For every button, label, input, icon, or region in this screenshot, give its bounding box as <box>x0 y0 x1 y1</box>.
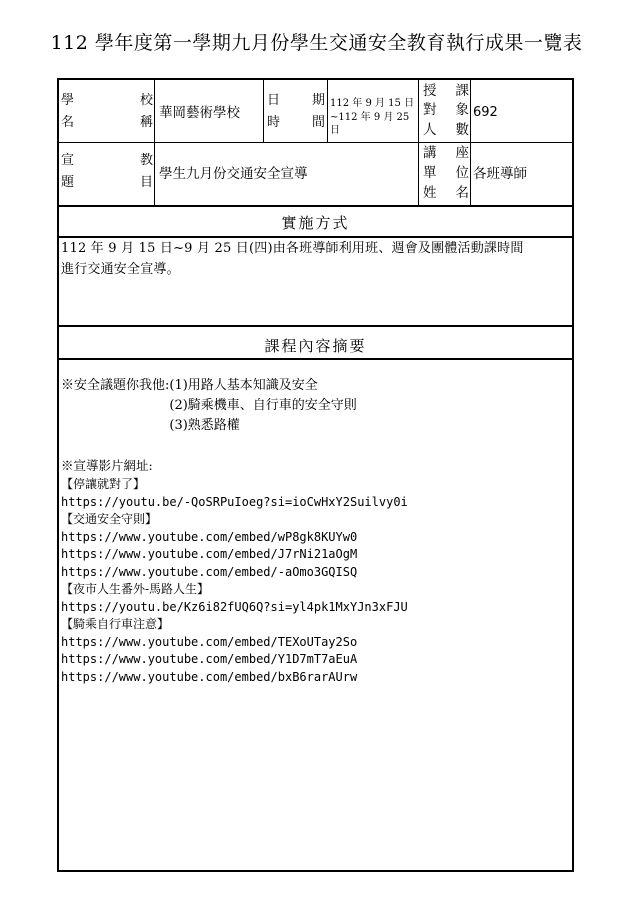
audience-label-char: 課 <box>455 83 469 99</box>
date-label-char: 時 <box>267 115 281 130</box>
topic-items <box>169 376 356 436</box>
implementation-line: 112 年 9 月 15 日~9 月 25 日(四)由各班導師利用班、週會及團體活動課時間 <box>61 241 524 256</box>
row-divider <box>59 205 572 207</box>
audience-label-char: 象 <box>455 102 469 119</box>
speaker-label <box>423 144 469 204</box>
video-link[interactable]: https://www.youtube.com/embed/Y1D7mT7aEuA <box>61 652 358 666</box>
topic-label <box>61 152 153 196</box>
video-link[interactable]: https://www.youtube.com/embed/-aOmo3GQISQ <box>61 564 358 579</box>
school-label <box>61 92 153 136</box>
video-group-title: 【騎乘自行車注意】 <box>61 617 170 631</box>
video-group-title: 【夜市人生番外-馬路人生】 <box>61 582 210 596</box>
row-divider <box>59 358 572 360</box>
video-link[interactable]: https://www.youtube.com/embed/wP8gk8KUYw0 <box>61 529 358 544</box>
school-label-char: 學 <box>61 93 75 108</box>
topic-list <box>61 376 566 436</box>
video-group <box>61 476 566 686</box>
audience-label-char: 授 <box>423 83 437 99</box>
date-end: ~112 年 9 月 25 日 <box>330 111 410 136</box>
speaker-value: 各班導師 <box>473 166 527 182</box>
summary-heading: 課程內容摘要 <box>264 337 367 355</box>
topic-item: (2)騎乘機車、自行車的安全守則 <box>169 398 357 413</box>
audience-label <box>423 82 469 140</box>
audience-label-char: 人 <box>423 121 437 138</box>
date-label-char: 期 <box>311 93 325 108</box>
video-link[interactable]: https://www.youtube.com/embed/J7rNi21aOgM <box>61 547 358 561</box>
speaker-label-char: 座 <box>455 145 469 161</box>
school-label-char: 校 <box>139 93 153 108</box>
date-label <box>267 92 325 136</box>
implementation-line: 進行交通安全宣導。 <box>61 261 180 277</box>
video-link[interactable]: https://www.youtube.com/embed/bxB6rarAUrw <box>61 669 358 684</box>
audience-label-char: 對 <box>423 102 437 119</box>
topic-label-char: 目 <box>139 175 153 190</box>
summary-content <box>61 376 566 686</box>
speaker-label-char: 名 <box>455 185 469 201</box>
video-group-title: 【停讓就對了】 <box>61 477 146 491</box>
speaker-label-char: 講 <box>423 145 437 161</box>
topic-label-char: 題 <box>61 175 75 190</box>
implementation-heading: 實施方式 <box>281 214 350 232</box>
video-link[interactable]: https://youtu.be/Kz6i82fUQ6Q?si=yl4pk1MxYJn3xFJU <box>61 599 408 614</box>
speaker-label-char: 單 <box>423 165 437 181</box>
divider <box>154 80 155 206</box>
topic-item: (3)熟悉路權 <box>169 418 240 433</box>
topic-label-char: 教 <box>139 153 153 168</box>
topic-prefix: ※安全議題你我他: <box>61 378 170 393</box>
divider <box>470 80 471 206</box>
divider <box>418 80 419 206</box>
audience-label-char: 數 <box>455 121 469 138</box>
school-label-char: 稱 <box>139 115 153 130</box>
topic-label-char: 宣 <box>61 153 75 168</box>
implementation-text <box>61 239 571 281</box>
date-label-char: 日 <box>267 93 281 108</box>
video-group-title: 【交通安全守則】 <box>61 512 158 526</box>
form-table <box>59 80 572 870</box>
speaker-label-char: 姓 <box>423 185 437 201</box>
divider <box>263 80 264 142</box>
divider <box>327 80 328 142</box>
topic-value: 學生九月份交通安全宣導 <box>159 166 308 182</box>
videos-label: ※宣導影片網址: <box>61 458 153 473</box>
row-divider <box>59 325 572 327</box>
school-label-char: 名 <box>61 115 75 130</box>
speaker-label-char: 位 <box>455 165 469 181</box>
audience-count: 692 <box>473 105 498 120</box>
date-start: 112 年 9 月 15 日 <box>330 98 415 109</box>
row-divider <box>59 142 572 143</box>
school-name: 華岡藝術學校 <box>159 105 240 121</box>
video-link[interactable]: https://youtu.be/-QoSRPuIoeg?si=ioCwHxY2Suilvy0i <box>61 494 408 509</box>
date-label-char: 間 <box>311 115 325 130</box>
date-range <box>330 97 420 138</box>
page-title: 112 學年度第一學期九月份學生交通安全教育執行成果一覽表 <box>50 32 583 54</box>
video-link[interactable]: https://www.youtube.com/embed/TEXoUTay2So <box>61 634 358 649</box>
row-divider <box>59 236 572 238</box>
topic-item: (1)用路人基本知識及安全 <box>169 378 318 393</box>
